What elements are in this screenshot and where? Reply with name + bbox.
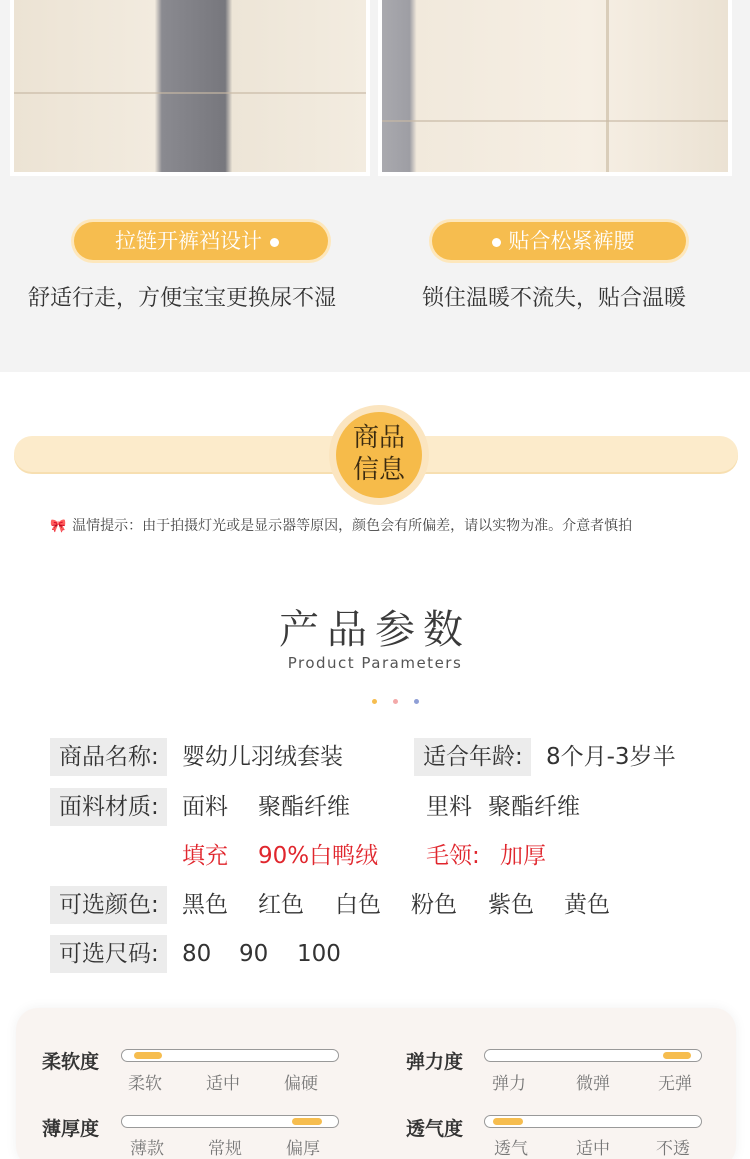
feature-tag-text: 拉链开裤裆设计 <box>115 229 262 253</box>
param-label: 适合年龄: <box>414 738 531 776</box>
info-badge <box>336 412 422 498</box>
param-row-colors <box>50 886 710 924</box>
rating-tick: 偏厚 <box>286 1139 320 1159</box>
color-option: 紫色 <box>488 892 534 918</box>
color-tip-text: 温情提示：由于拍摄灯光或是显示器等原因，颜色会有所偏差，请以实物为准。介意者慎拍 <box>72 518 633 534</box>
feature-desc-waist: 锁住温暖不流失，贴合温暖 <box>422 286 687 311</box>
rating-track-elasticity <box>484 1049 702 1062</box>
rating-marker <box>292 1118 322 1125</box>
rating-tick: 无弹 <box>658 1074 692 1094</box>
dot-icon <box>492 238 501 247</box>
param-label: 面料材质: <box>50 788 167 826</box>
rating-marker <box>493 1118 523 1125</box>
rating-tick: 微弹 <box>576 1074 610 1094</box>
rating-marker <box>134 1052 162 1059</box>
rating-card <box>16 1008 736 1159</box>
size-option: 100 <box>297 941 341 967</box>
product-photo-zipper-crotch <box>10 0 370 176</box>
param-label: 可选尺码: <box>50 935 167 973</box>
param-label: 商品名称: <box>50 738 167 776</box>
dot-icon <box>393 699 398 704</box>
rating-label-elasticity: 弹力度 <box>406 1051 464 1073</box>
param-fabric-value: 聚酯纤维 <box>258 794 350 820</box>
dot-icon <box>270 238 279 247</box>
photo-quilt-seam <box>14 92 366 94</box>
param-lining-value: 聚酯纤维 <box>488 794 580 820</box>
param-value: 婴幼儿羽绒套装 <box>182 744 343 770</box>
rating-track-thickness <box>121 1115 339 1128</box>
param-row-filling <box>50 837 710 875</box>
rating-tick: 常规 <box>208 1139 242 1159</box>
param-filling-label: 填充 <box>182 843 228 869</box>
param-filling-value: 90%白鸭绒 <box>258 843 379 869</box>
color-option: 黑色 <box>182 892 228 918</box>
size-option: 80 <box>182 941 212 967</box>
color-tip <box>50 515 632 535</box>
dot-icon <box>414 699 419 704</box>
param-label: 可选颜色: <box>50 886 167 924</box>
feature-desc-zipper: 舒适行走，方便宝宝更换尿不湿 <box>28 286 337 311</box>
feature-tag-zipper <box>74 222 328 260</box>
rating-track-breathability <box>484 1115 702 1128</box>
rating-label-thickness: 薄厚度 <box>42 1118 100 1140</box>
feature-tag-text: 贴合松紧裤腰 <box>508 229 635 253</box>
info-badge-line2: 信息 <box>352 455 405 485</box>
dot-icon <box>372 699 377 704</box>
color-option: 黄色 <box>564 892 610 918</box>
feature-section <box>0 0 750 372</box>
decorative-dots <box>372 689 435 708</box>
rating-tick: 适中 <box>576 1139 610 1159</box>
param-row-sizes <box>50 935 710 973</box>
feature-tag-waist <box>432 222 686 260</box>
param-row-material <box>50 788 710 826</box>
product-photo-elastic-waist <box>378 0 732 176</box>
rating-tick: 不透 <box>656 1139 690 1159</box>
param-row-name <box>50 738 710 776</box>
param-collar-value: 加厚 <box>500 843 546 869</box>
rating-tick: 适中 <box>206 1074 240 1094</box>
rating-tick: 偏硬 <box>284 1074 318 1094</box>
param-collar-label: 毛领: <box>426 843 480 869</box>
param-value: 8个月-3岁半 <box>546 744 676 770</box>
section-title: 产品参数 <box>279 607 471 653</box>
rating-tick: 弹力 <box>492 1074 526 1094</box>
photo-quilt-seam <box>382 120 728 122</box>
rating-label-breathability: 透气度 <box>406 1118 464 1140</box>
rating-marker <box>663 1052 691 1059</box>
rating-tick: 柔软 <box>128 1074 162 1094</box>
photo-zipper-line <box>606 0 609 172</box>
param-fabric-label: 面料 <box>182 794 228 820</box>
ribbon-icon: 🎀 <box>50 519 67 534</box>
rating-tick: 透气 <box>494 1139 528 1159</box>
param-lining-label: 里料 <box>426 794 472 820</box>
size-option: 90 <box>239 941 269 967</box>
rating-tick: 薄款 <box>130 1139 164 1159</box>
color-option: 红色 <box>258 892 304 918</box>
color-option: 粉色 <box>411 892 457 918</box>
rating-label-softness: 柔软度 <box>42 1051 100 1073</box>
rating-track-softness <box>121 1049 339 1062</box>
section-subtitle: Product Parameters <box>287 654 463 672</box>
info-badge-line1: 商品 <box>352 423 405 453</box>
color-option: 白色 <box>335 892 381 918</box>
